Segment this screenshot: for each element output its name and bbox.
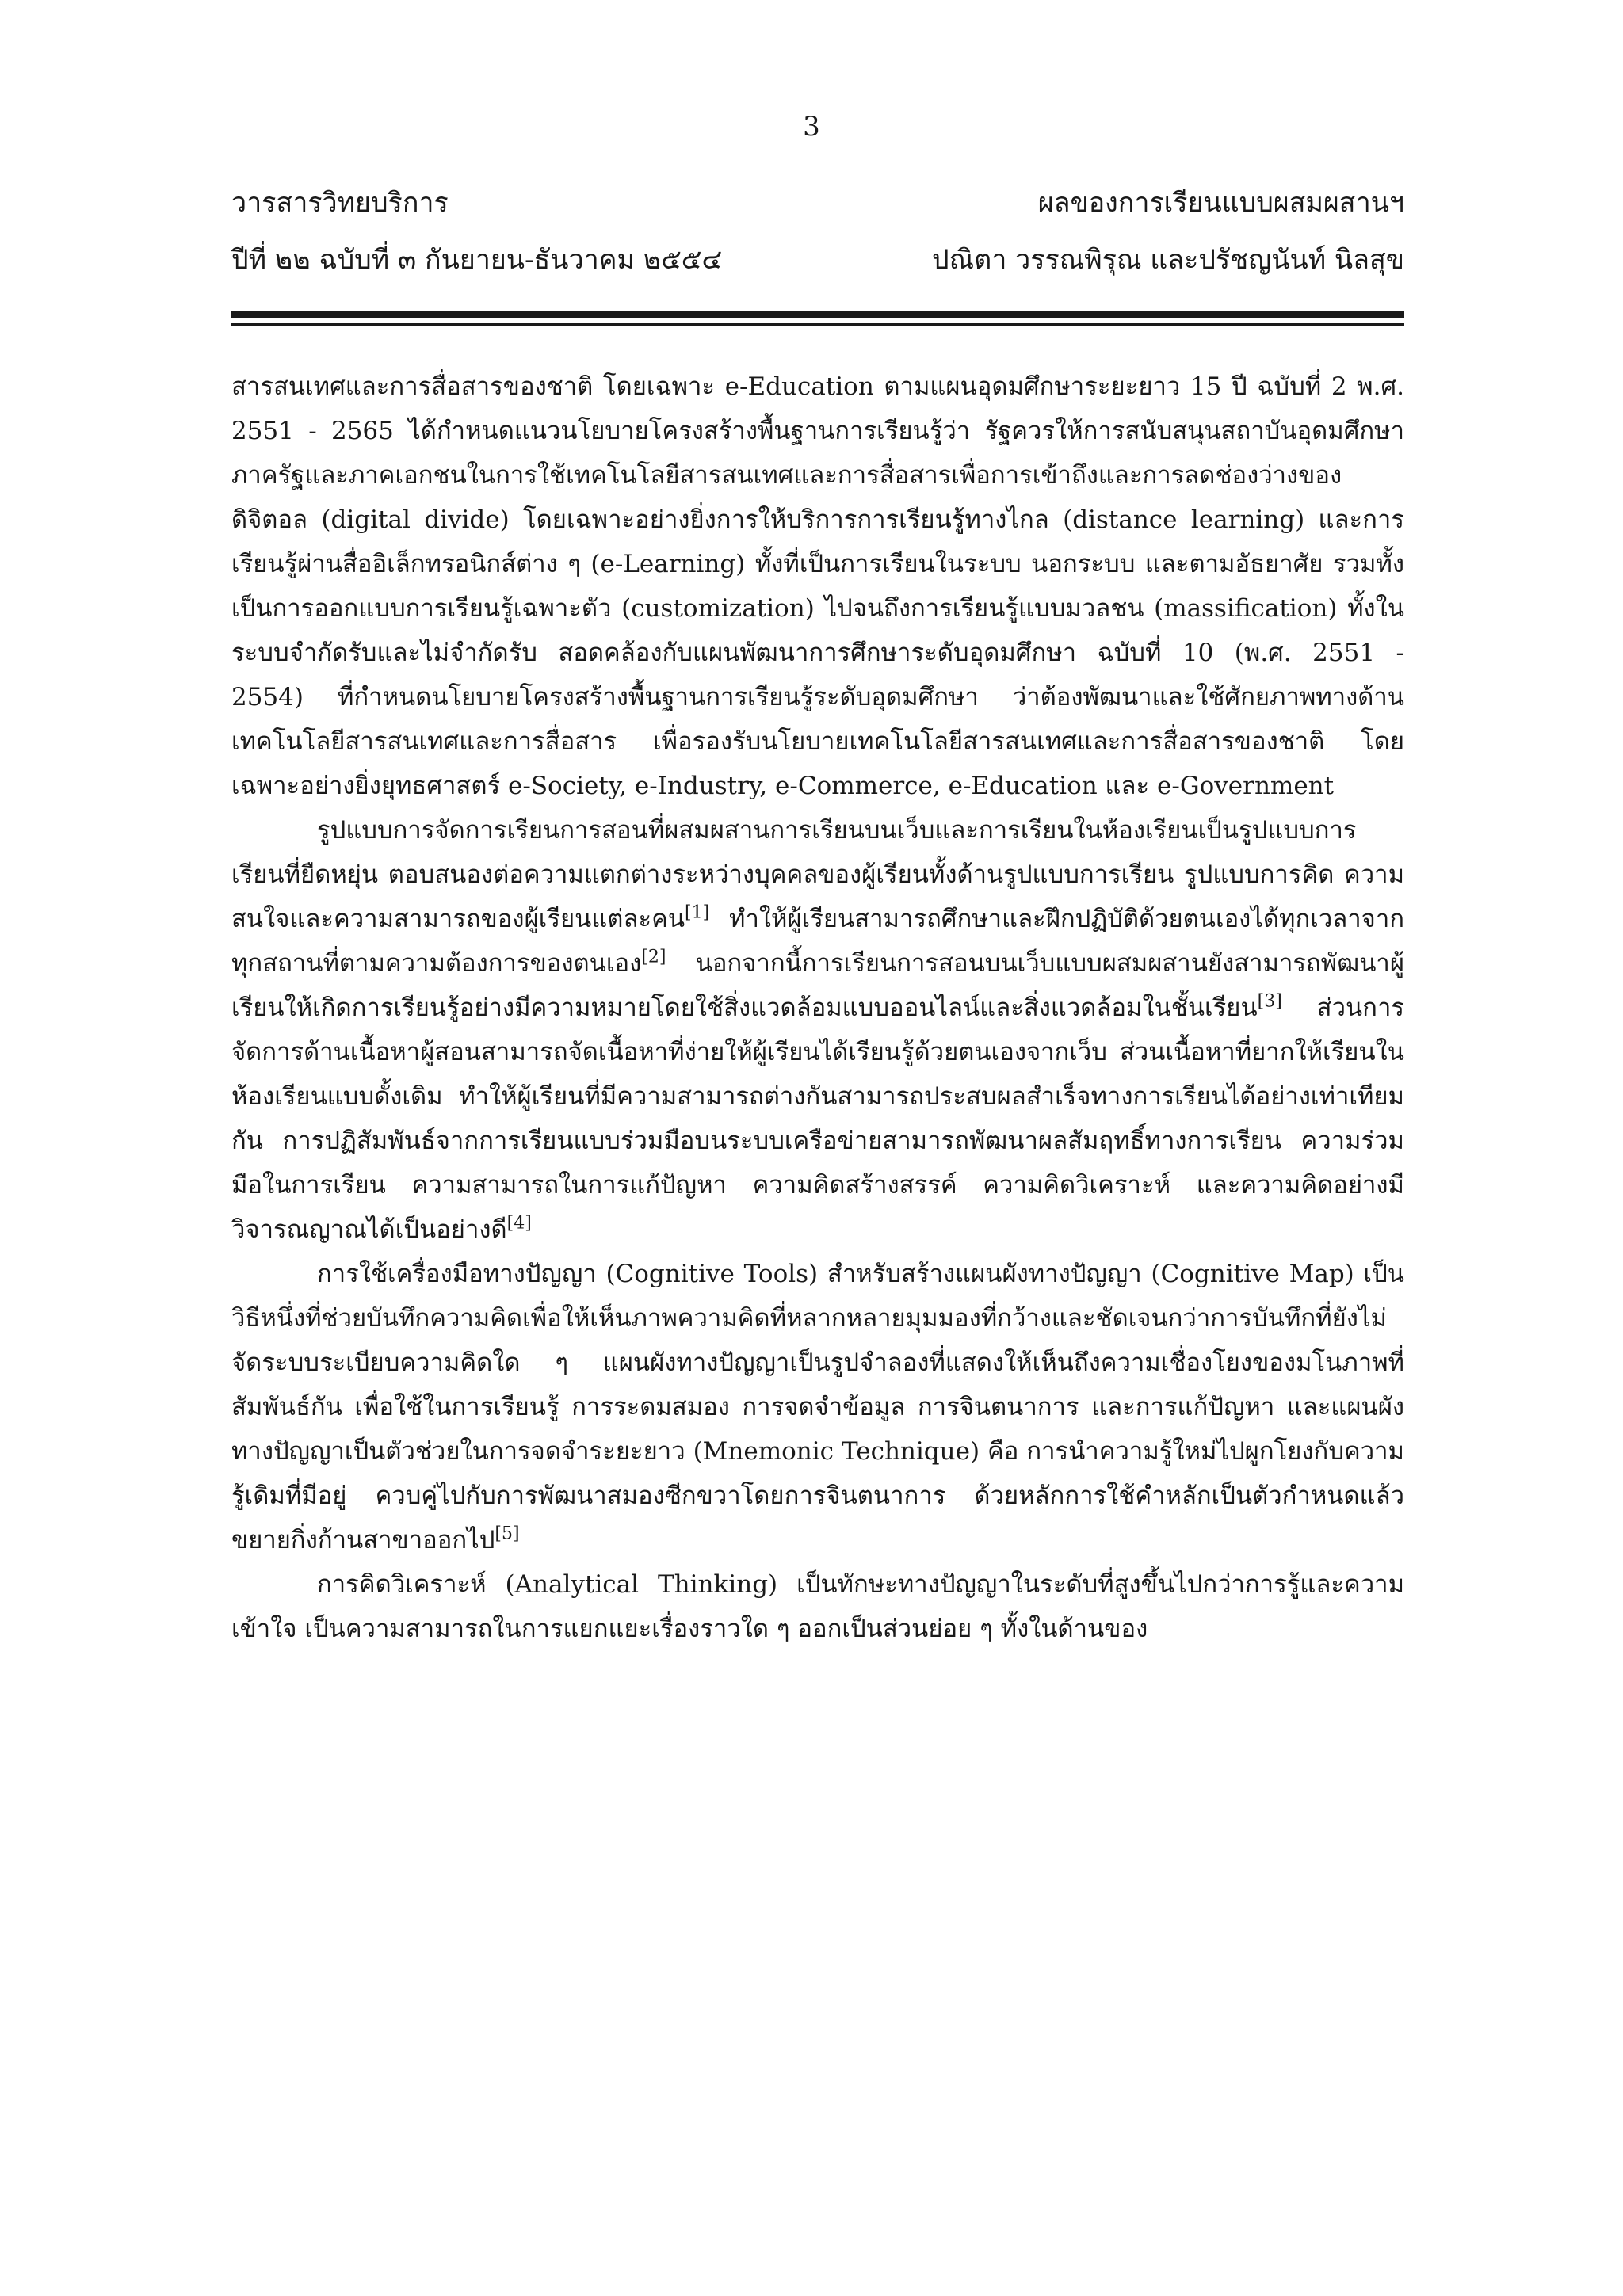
citation-ref: [1] xyxy=(685,902,710,923)
article-body xyxy=(231,364,1404,1651)
paragraph-2-text: ทำให้ผู้เรียนสามารถศึกษาและฝึกปฏิบัติด้วยตนเองได้ทุกเวลาจากทุกสถานที่ตามความต้องการของตนเอง xyxy=(231,905,1404,978)
article-title: ผลของการเรียนแบบผสมผสานฯ xyxy=(1037,187,1404,219)
paragraph-2-text: นอกจากนี้การเรียนการสอนบนเว็บแบบผสมผสานยังสามารถพัฒนาผู้เรียนให้เกิดการเรียนรู้อย่างมีความหมายโดยใช้สิ่งแวดล้อมแบบออนไลน์และสิ่งแวดล้อมในชั้นเรียน xyxy=(231,949,1404,1022)
issue-info: ปีที่ ๒๒ ฉบับที่ ๓ กันยายน-ธันวาคม ๒๕๕๔ xyxy=(231,244,723,276)
paragraph-2-text: รูปแบบการจัดการเรียนการสอนที่ผสมผสานการเรียนบนเว็บและการเรียนในห้องเรียนเป็นรูปแบบการเรียนที่ยืดหยุ่น ตอบสนองต่อความแตกต่างระหว่างบุคคลของผู้เรียนทั้งด้านรูปแบบการเรียน รูปแบบการคิด ความสนใจและความสามารถของผู้เรียนแต่ละคน xyxy=(231,816,1404,933)
citation-ref: [4] xyxy=(506,1213,532,1234)
paragraph-4: การคิดวิเคราะห์ (Analytical Thinking) เป็นทักษะทางปัญญาในระดับที่สูงขึ้นไปกว่าการรู้และความเข้าใจ เป็นความสามารถในการแยกแยะเรื่องราวใด ๆ ออกเป็นส่วนย่อย ๆ ทั้งในด้านของ xyxy=(231,1570,1404,1643)
citation-ref: [2] xyxy=(641,947,666,967)
citation-ref: [3] xyxy=(1257,991,1282,1012)
paragraph-3 xyxy=(231,1252,1404,1562)
header-rule-thick xyxy=(231,311,1404,318)
paragraph-2-text: ส่วนการจัดการด้านเนื้อหาผู้สอนสามารถจัดเนื้อหาที่ง่ายให้ผู้เรียนได้เรียนรู้ด้วยตนเองจากเว็บ ส่วนเนื้อหาที่ยากให้เรียนในห้องเรียนแบบดั้งเดิม ทำให้ผู้เรียนที่มีความสามารถต่างกันสามารถประสบผลสำเร็จทางการเรียนได้อย่างเท่าเทียมกัน การปฏิสัมพันธ์จากการเรียนแบบร่วมมือบนระบบเครือข่ายสามารถพัฒนาผลสัมฤทธิ์ทางการเรียน ความร่วมมือในการเรียน ความสามารถในการแก้ปัญหา ความคิดสร้างสรรค์ ความคิดวิเคราะห์ และความคิดอย่างมีวิจารณญาณได้เป็นอย่างดี xyxy=(231,994,1404,1244)
paragraph-1: สารสนเทศและการสื่อสารของชาติ โดยเฉพาะ e-Education ตามแผนอุดมศึกษาระยะยาว 15 ปี ฉบับที่ 2 พ.ศ. 2551 - 2565 ได้กำหนดแนวนโยบายโครงสร้างพื้นฐานการเรียนรู้ว่า รัฐควรให้การสนับสนุนสถาบันอุดมศึกษาภาครัฐและภาคเอกชนในการใช้เทคโนโลยีสารสนเทศและการสื่อสารเพื่อการเข้าถึงและการลดช่องว่างของดิจิตอล (digital divide) โดยเฉพาะอย่างยิ่งการให้บริการการเรียนรู้ทางไกล (distance learning) และการเรียนรู้ผ่านสื่ออิเล็กทรอนิกส์ต่าง ๆ (e-Learning) ทั้งที่เป็นการเรียนในระบบ นอกระบบ และตามอัธยาศัย รวมทั้งเป็นการออกแบบการเรียนรู้เฉพาะตัว (customization) ไปจนถึงการเรียนรู้แบบมวลชน (massification) ทั้งในระบบจำกัดรับและไม่จำกัดรับ สอดคล้องกับแผนพัฒนาการศึกษาระดับอุดมศึกษา ฉบับที่ 10 (พ.ศ. 2551 - 2554) ที่กำหนดนโยบายโครงสร้างพื้นฐานการเรียนรู้ระดับอุดมศึกษา ว่าต้องพัฒนาและใช้ศักยภาพทางด้านเทคโนโลยีสารสนเทศและการสื่อสาร เพื่อรองรับนโยบายเทคโนโลยีสารสนเทศและการสื่อสารของชาติ โดยเฉพาะอย่างยิ่งยุทธศาสตร์ e-Society, e-Industry, e-Commerce, e-Education และ e-Government xyxy=(231,372,1404,800)
paragraph-2 xyxy=(231,808,1404,1252)
page-number: 3 xyxy=(803,111,820,143)
citation-ref: [5] xyxy=(495,1524,520,1544)
header-rule-thin xyxy=(231,323,1404,326)
header-left xyxy=(231,174,722,288)
authors: ปณิตา วรรณพิรุณ และปรัชญนันท์ นิลสุข xyxy=(932,244,1404,276)
journal-name: วารสารวิทยบริการ xyxy=(231,187,449,219)
paragraph-3-text: การใช้เครื่องมือทางปัญญา (Cognitive Tools) สำหรับสร้างแผนผังทางปัญญา (Cognitive Map) เป็นวิธีหนึ่งที่ช่วยบันทึกความคิดเพื่อให้เห็นภาพความคิดที่หลากหลายมุมมองที่กว้างและชัดเจนกว่าการบันทึกที่ยังไม่จัดระบบระเบียบความคิดใด ๆ แผนผังทางปัญญาเป็นรูปจำลองที่แสดงให้เห็นถึงความเชื่องโยงของมโนภาพที่สัมพันธ์กัน เพื่อใช้ในการเรียนรู้ การระดมสมอง การจดจำข้อมูล การจินตนาการ และการแก้ปัญหา และแผนผังทางปัญญาเป็นตัวช่วยในการจดจำระยะยาว (Mnemonic Technique) คือ การนำความรู้ใหม่ไปผูกโยงกับความรู้เดิมที่มีอยู่ ควบคู่ไปกับการพัฒนาสมองซีกขวาโดยการจินตนาการ ด้วยหลักการใช้คำหลักเป็นตัวกำหนดแล้วขยายกิ่งก้านสาขาออกไป xyxy=(231,1260,1404,1554)
header-right xyxy=(932,174,1404,288)
